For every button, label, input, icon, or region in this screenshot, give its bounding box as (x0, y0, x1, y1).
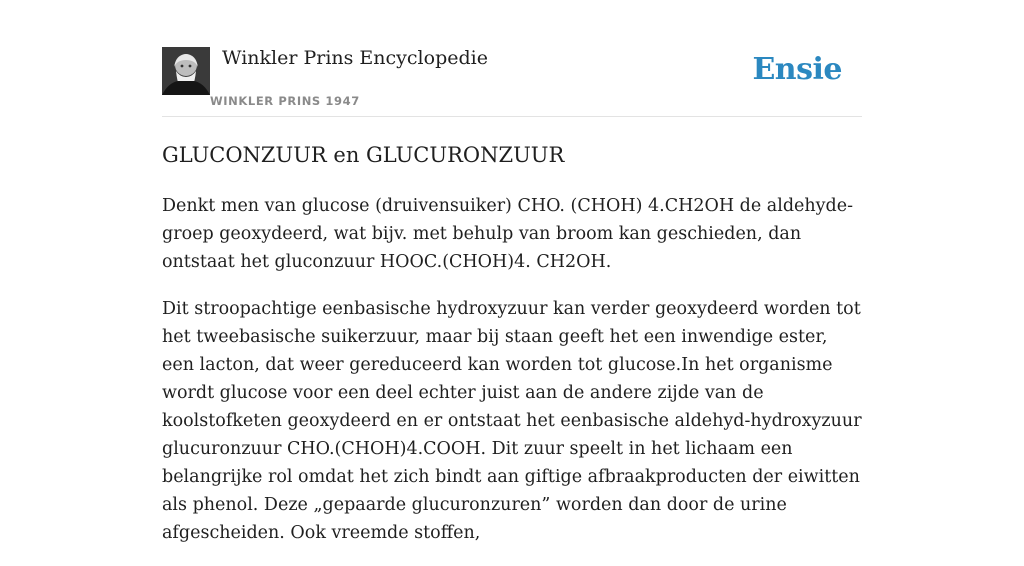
page-header (162, 46, 862, 117)
portrait-image (162, 47, 210, 95)
article-title: GLUCONZUUR en GLUCURONZUUR (162, 143, 565, 167)
article-paragraph: Denkt men van glucose (druivensuiker) CHO. (CHOH) 4.CH2OH de aldehyde-groep geoxydeerd, wat bijv. met behulp van broom kan geschieden, dan ontstaat het gluconzuur HOOC.(CHOH)4. CH2OH. (162, 196, 854, 272)
author-avatar[interactable] (162, 47, 210, 95)
brand-logo[interactable]: Ensie (752, 52, 842, 87)
source-subtitle[interactable]: WINKLER PRINS 1947 (210, 94, 360, 108)
article-body (162, 192, 862, 566)
source-name[interactable]: Winkler Prins Encyclopedie (222, 47, 488, 69)
article-paragraph: Dit stroopachtige eenbasische hydroxyzuur kan verder geoxydeerd worden tot het tweebasische suikerzuur, maar bij staan geeft het een inwendige ester, een lacton, dat weer gereduceerd kan worden tot glucose.In het organisme wordt glucose voor een deel echter juist aan de andere zijde van de koolstofketen geoxydeerd en er ontstaat het eenbasische aldehyd-hydroxyzuur glucuronzuur CHO.(CHOH)4.COOH. Dit zuur speelt in het lichaam een belangrijke rol omdat het zich bindt aan giftige afbraakproducten der eiwitten als phenol. Deze „gepaarde glucuronzuren” worden dan door de urine afgescheiden. Ook vreemde stoffen, (162, 299, 862, 543)
